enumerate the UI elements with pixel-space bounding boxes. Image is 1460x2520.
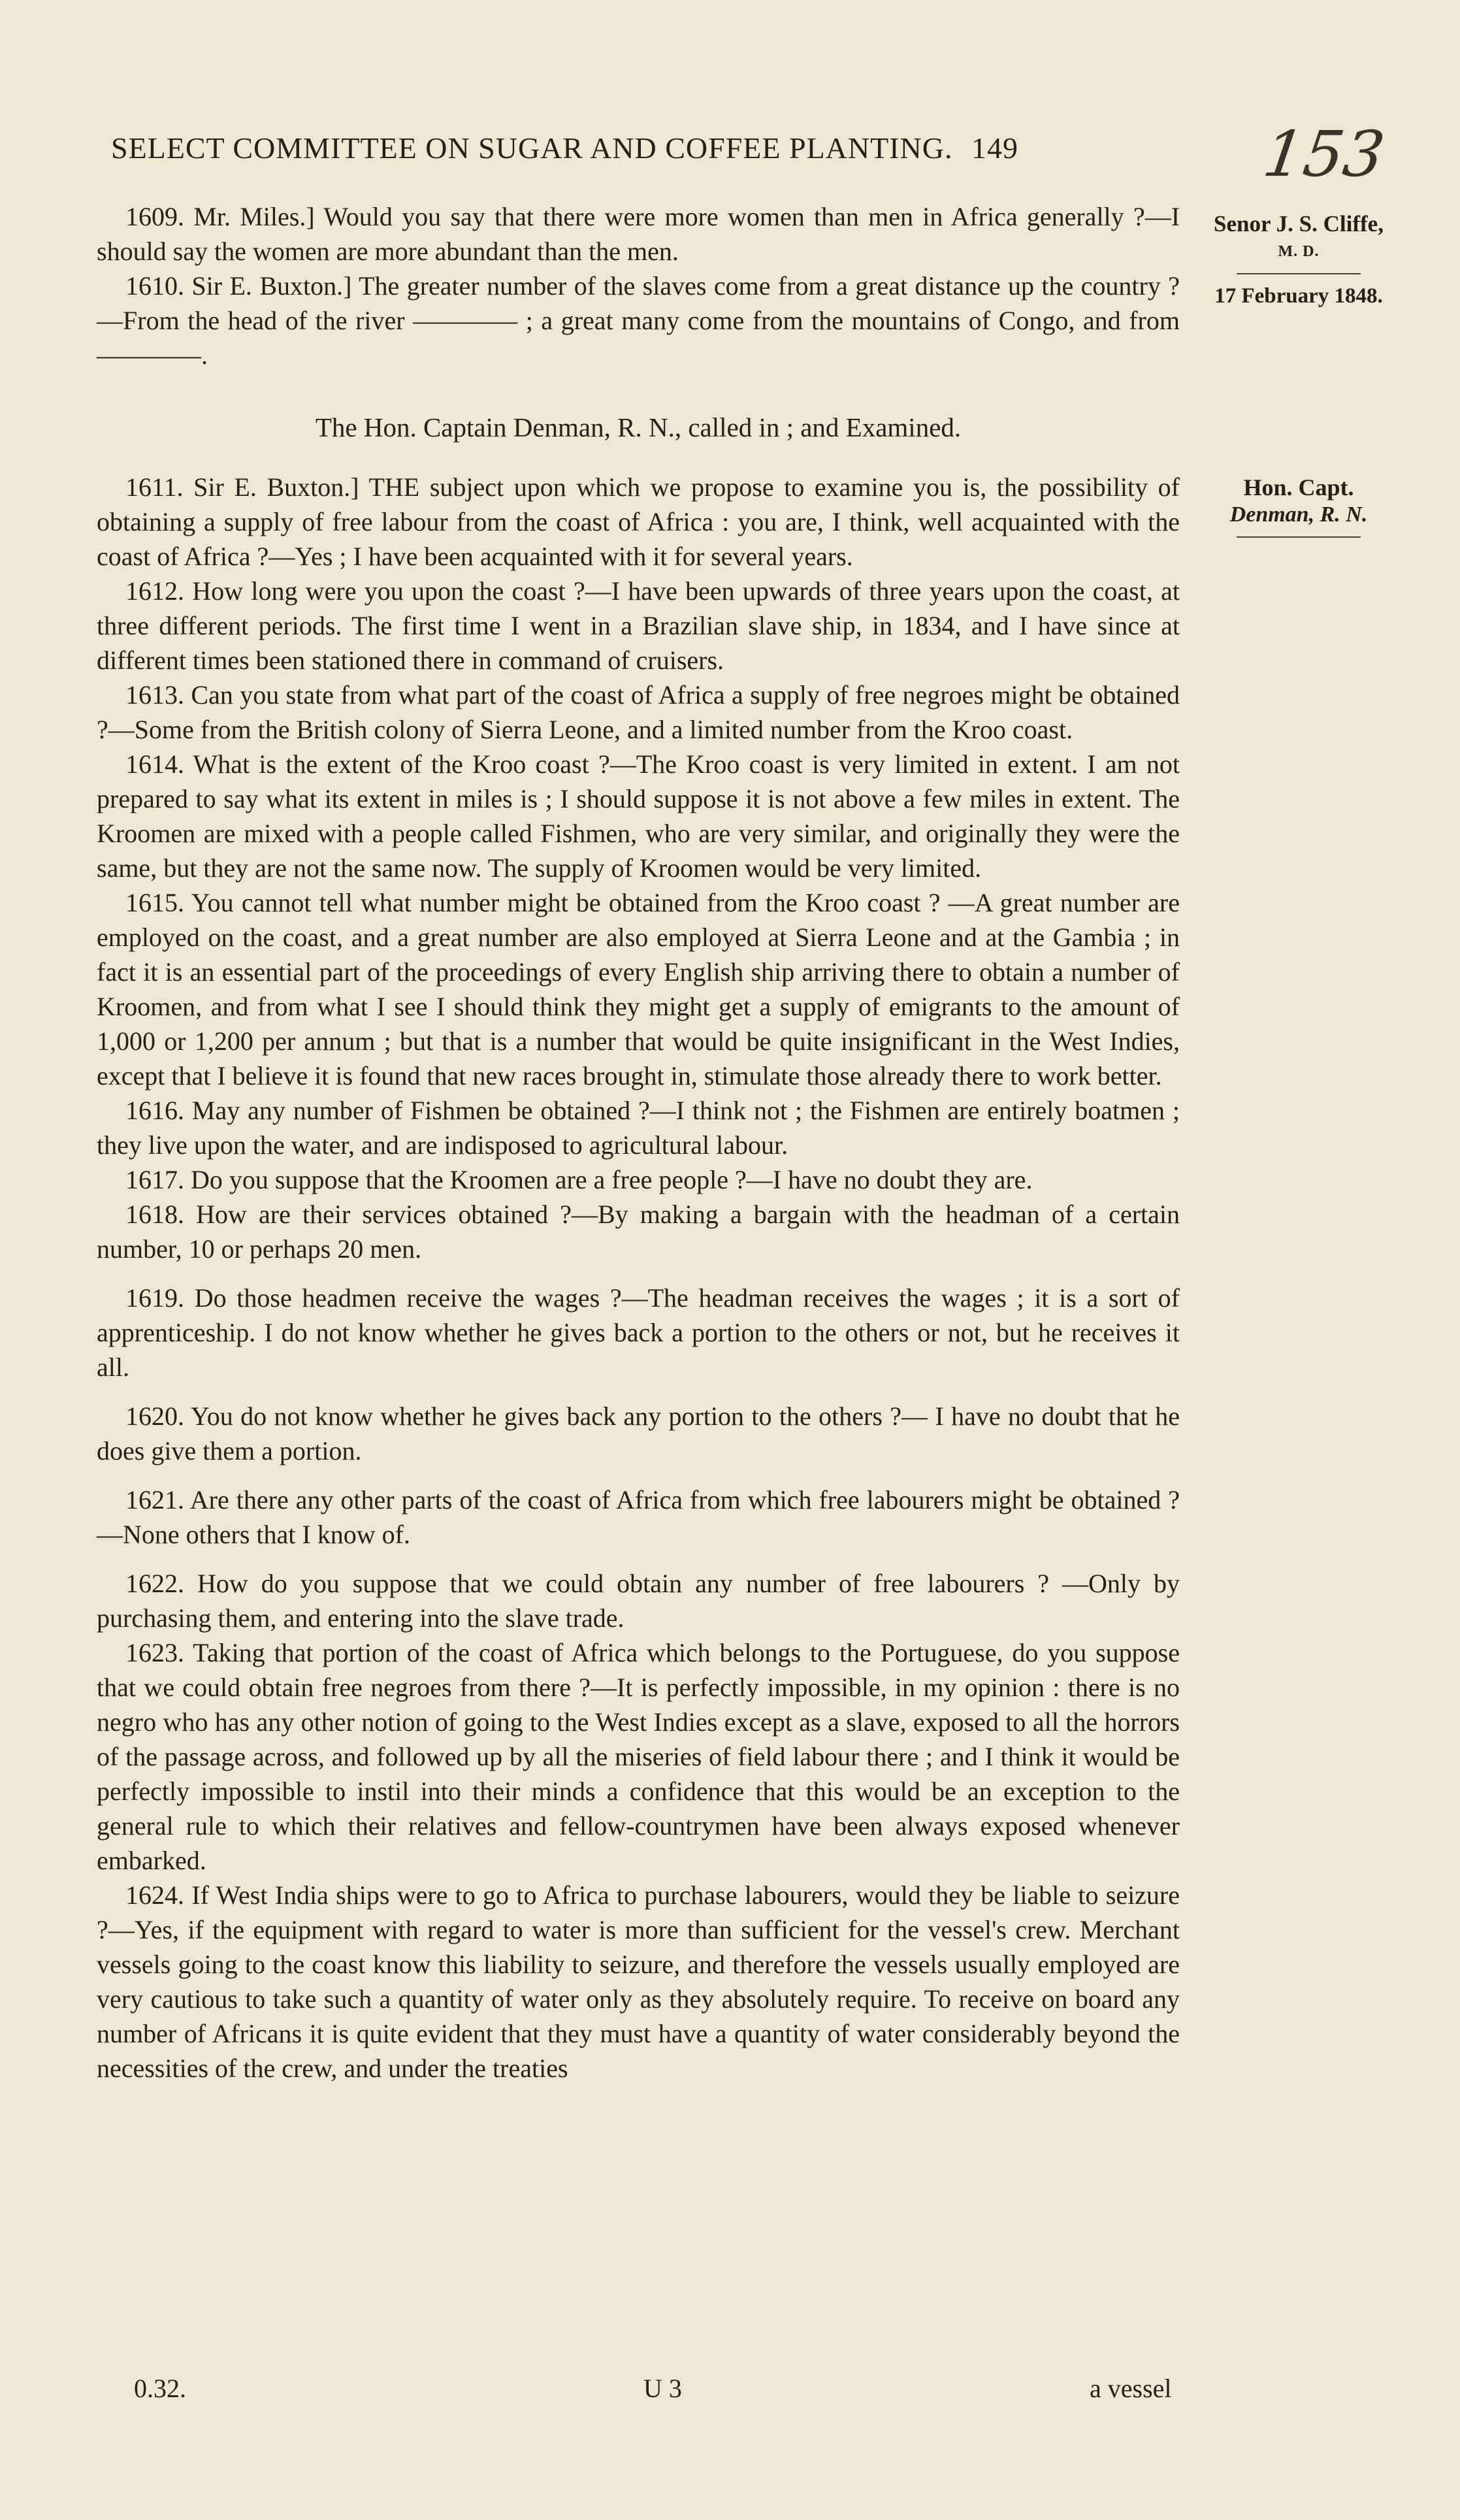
question-number: 1614. [125,749,184,779]
question-paragraph [97,747,1180,885]
question-paragraph [97,1878,1180,2086]
question-paragraph [97,1399,1180,1468]
question-text: Taking that portion of the coast of Africa which belongs to the Portuguese, do you suppose that we could obtain free negroes from there ?—It is perfectly impossible, in my opinion : there is no negro who has any other notion of going to the West Indies except as a slave, exposed to all the horrors of the passage across, and followed up by all the miseries of field labour there ; and I think it would be perfectly impossible to instil into their minds a confidence that this would be an exception to the general rule to which their relatives and fellow-countrymen have been always exposed whenever embarked. [97,1638,1180,1875]
question-number: 1618. [125,1200,184,1229]
sidenote-witness-cliffe [1194,210,1403,310]
question-paragraph [97,1162,1180,1197]
witness-heading: The Hon. Captain Denman, R. N., called in ; and Examined. [315,412,962,442]
sidenote-rule [1237,536,1361,538]
question-number: 1616. [125,1096,184,1125]
question-paragraph [97,885,1180,1093]
question-text: How are their services obtained ?—By making a bargain with the headman of a certain number, 10 or perhaps 20 men. [97,1200,1180,1264]
speaker: Sir E. Buxton.] [191,271,352,301]
speaker: Sir E. Buxton.] [193,472,359,502]
question-paragraph [97,269,1180,372]
sidenote-witness1-degree: M. D. [1278,243,1320,260]
sidenote-witness1-name: Senor J. S. Cliffe, [1214,211,1384,237]
question-paragraph [97,1482,1180,1552]
question-text: You cannot tell what number might be obtained from the Kroo coast ? —A great number are employed on the coast, and a great number are also employed at Sierra Leone and at the Gambia ; in fact it is an essential part of the proceedings of every English ship arriving there to obtain a number of Kroomen, and from what I see I should think they might get a supply of emigrants to the amount of 1,000 or 1,200 per annum ; but that is a number that would be quite insignificant in the West Indies, except that I believe it is found that new races brought in, stimulate those already there to work better. [97,888,1180,1090]
testimony-body [97,199,1180,2086]
question-text: Do those headmen receive the wages ?—The headman receives the wages ; it is a sort of apprenticeship. I do not know whether he gives back a portion to the others or not, but he receives it all. [97,1283,1180,1382]
question-text: What is the extent of the Kroo coast ?—The Kroo coast is very limited in extent. I am not prepared to say what its extent in miles is ; I should suppose it is not above a few miles in extent. The Kroomen are mixed with a people called Fishmen, who are very similar, and originally they were the same, but they are not the same now. The supply of Kroomen would be very limited. [97,749,1180,883]
sidenote-witness2-name: Denman, R. N. [1229,502,1368,527]
question-text: Do you suppose that the Kroomen are a free people ?—I have no doubt they are. [191,1165,1033,1194]
question-text: Would you say that there were more women than men in Africa generally ?—I should say the women are more abundant than the men. [97,202,1180,266]
question-number: 1620. [125,1401,184,1431]
question-text: If West India ships were to go to Africa to purchase labourers, would they be liable to seizure ?—Yes, if the equipment with regard to water is more than sufficient for the vessel's crew. Merchant vessels going to the coast know this liability to seizure, and therefore the vessels usually employed are very cautious to take such a quantity of water only as they absolutely require. To receive on board any number of Africans it is quite evident that they must have a quantity of water considerably beyond the necessities of the crew, and under the treaties [97,1880,1180,2083]
speaker: Mr. Miles.] [193,202,315,231]
question-paragraph [97,1566,1180,1635]
footer-left-mark: 0.32. [134,2374,186,2403]
question-number: 1610. [125,271,184,301]
question-number: 1619. [125,1283,184,1313]
question-paragraph [97,470,1180,574]
question-number: 1624. [125,1880,184,1910]
question-paragraph [97,1093,1180,1162]
question-number: 1613. [125,680,184,710]
question-number: 1622. [125,1569,184,1598]
question-paragraph [97,1281,1180,1384]
question-number: 1615. [125,888,184,917]
question-text: How long were you upon the coast ?—I have been upwards of three years upon the coast, at three different periods. The first time I went in a Brazilian slave ship, in 1834, and I have since at different times been stationed there in command of cruisers. [97,576,1180,675]
page-number: 149 [971,131,1018,165]
question-number: 1612. [125,576,184,606]
question-paragraph [97,199,1180,269]
sidenote-witness-denman [1194,474,1403,546]
question-number: 1611. [125,472,184,502]
footer-catchword: a vessel [1090,2374,1172,2403]
question-text: You do not know whether he gives back any portion to the others ?— I have no doubt that he does give them a portion. [97,1401,1180,1465]
handwritten-folio-number: 153 [1259,118,1389,191]
question-number: 1621. [125,1485,184,1514]
question-text: Can you state from what part of the coast of Africa a supply of free negroes might be obtained ?—Some from the British colony of Sierra Leone, and a limited number from the Kroo coast. [97,680,1180,744]
question-number: 1617. [125,1165,184,1194]
question-paragraph [97,574,1180,678]
running-title: SELECT COMMITTEE ON SUGAR AND COFFEE PLANTING. [111,131,953,165]
sidenote-date: 17 February 1848. [1214,284,1383,308]
footer-signature-mark: U 3 [643,2374,682,2403]
sidenote-witness2-title: Hon. Capt. [1243,474,1354,500]
running-header [111,131,1189,165]
question-text: The greater number of the slaves come from a great distance up the country ?—From the head of the river ———— ; a great many come from the mountains of Congo, and from ————. [97,271,1180,370]
question-text: How do you suppose that we could obtain any number of free labourers ? —Only by purchasing them, and entering into the slave trade. [97,1569,1180,1633]
question-number: 1623. [125,1638,184,1667]
question-paragraph [97,1197,1180,1266]
sidenote-rule [1237,273,1361,274]
question-paragraph [97,678,1180,747]
question-text: Are there any other parts of the coast of Africa from which free labourers might be obtained ?—None others that I know of. [97,1485,1180,1549]
question-text: THE subject upon which we propose to examine you is, the possibility of obtaining a supply of free labour from the coast of Africa : you are, I think, well acquainted with the coast of Africa ?—Yes ; I have been acquainted with it for several years. [97,472,1180,571]
question-text: May any number of Fishmen be obtained ?—I think not ; the Fishmen are entirely boatmen ; they live upon the water, and are indisposed to agricultural labour. [97,1096,1180,1160]
question-number: 1609. [125,202,184,231]
question-paragraph [97,1635,1180,1878]
